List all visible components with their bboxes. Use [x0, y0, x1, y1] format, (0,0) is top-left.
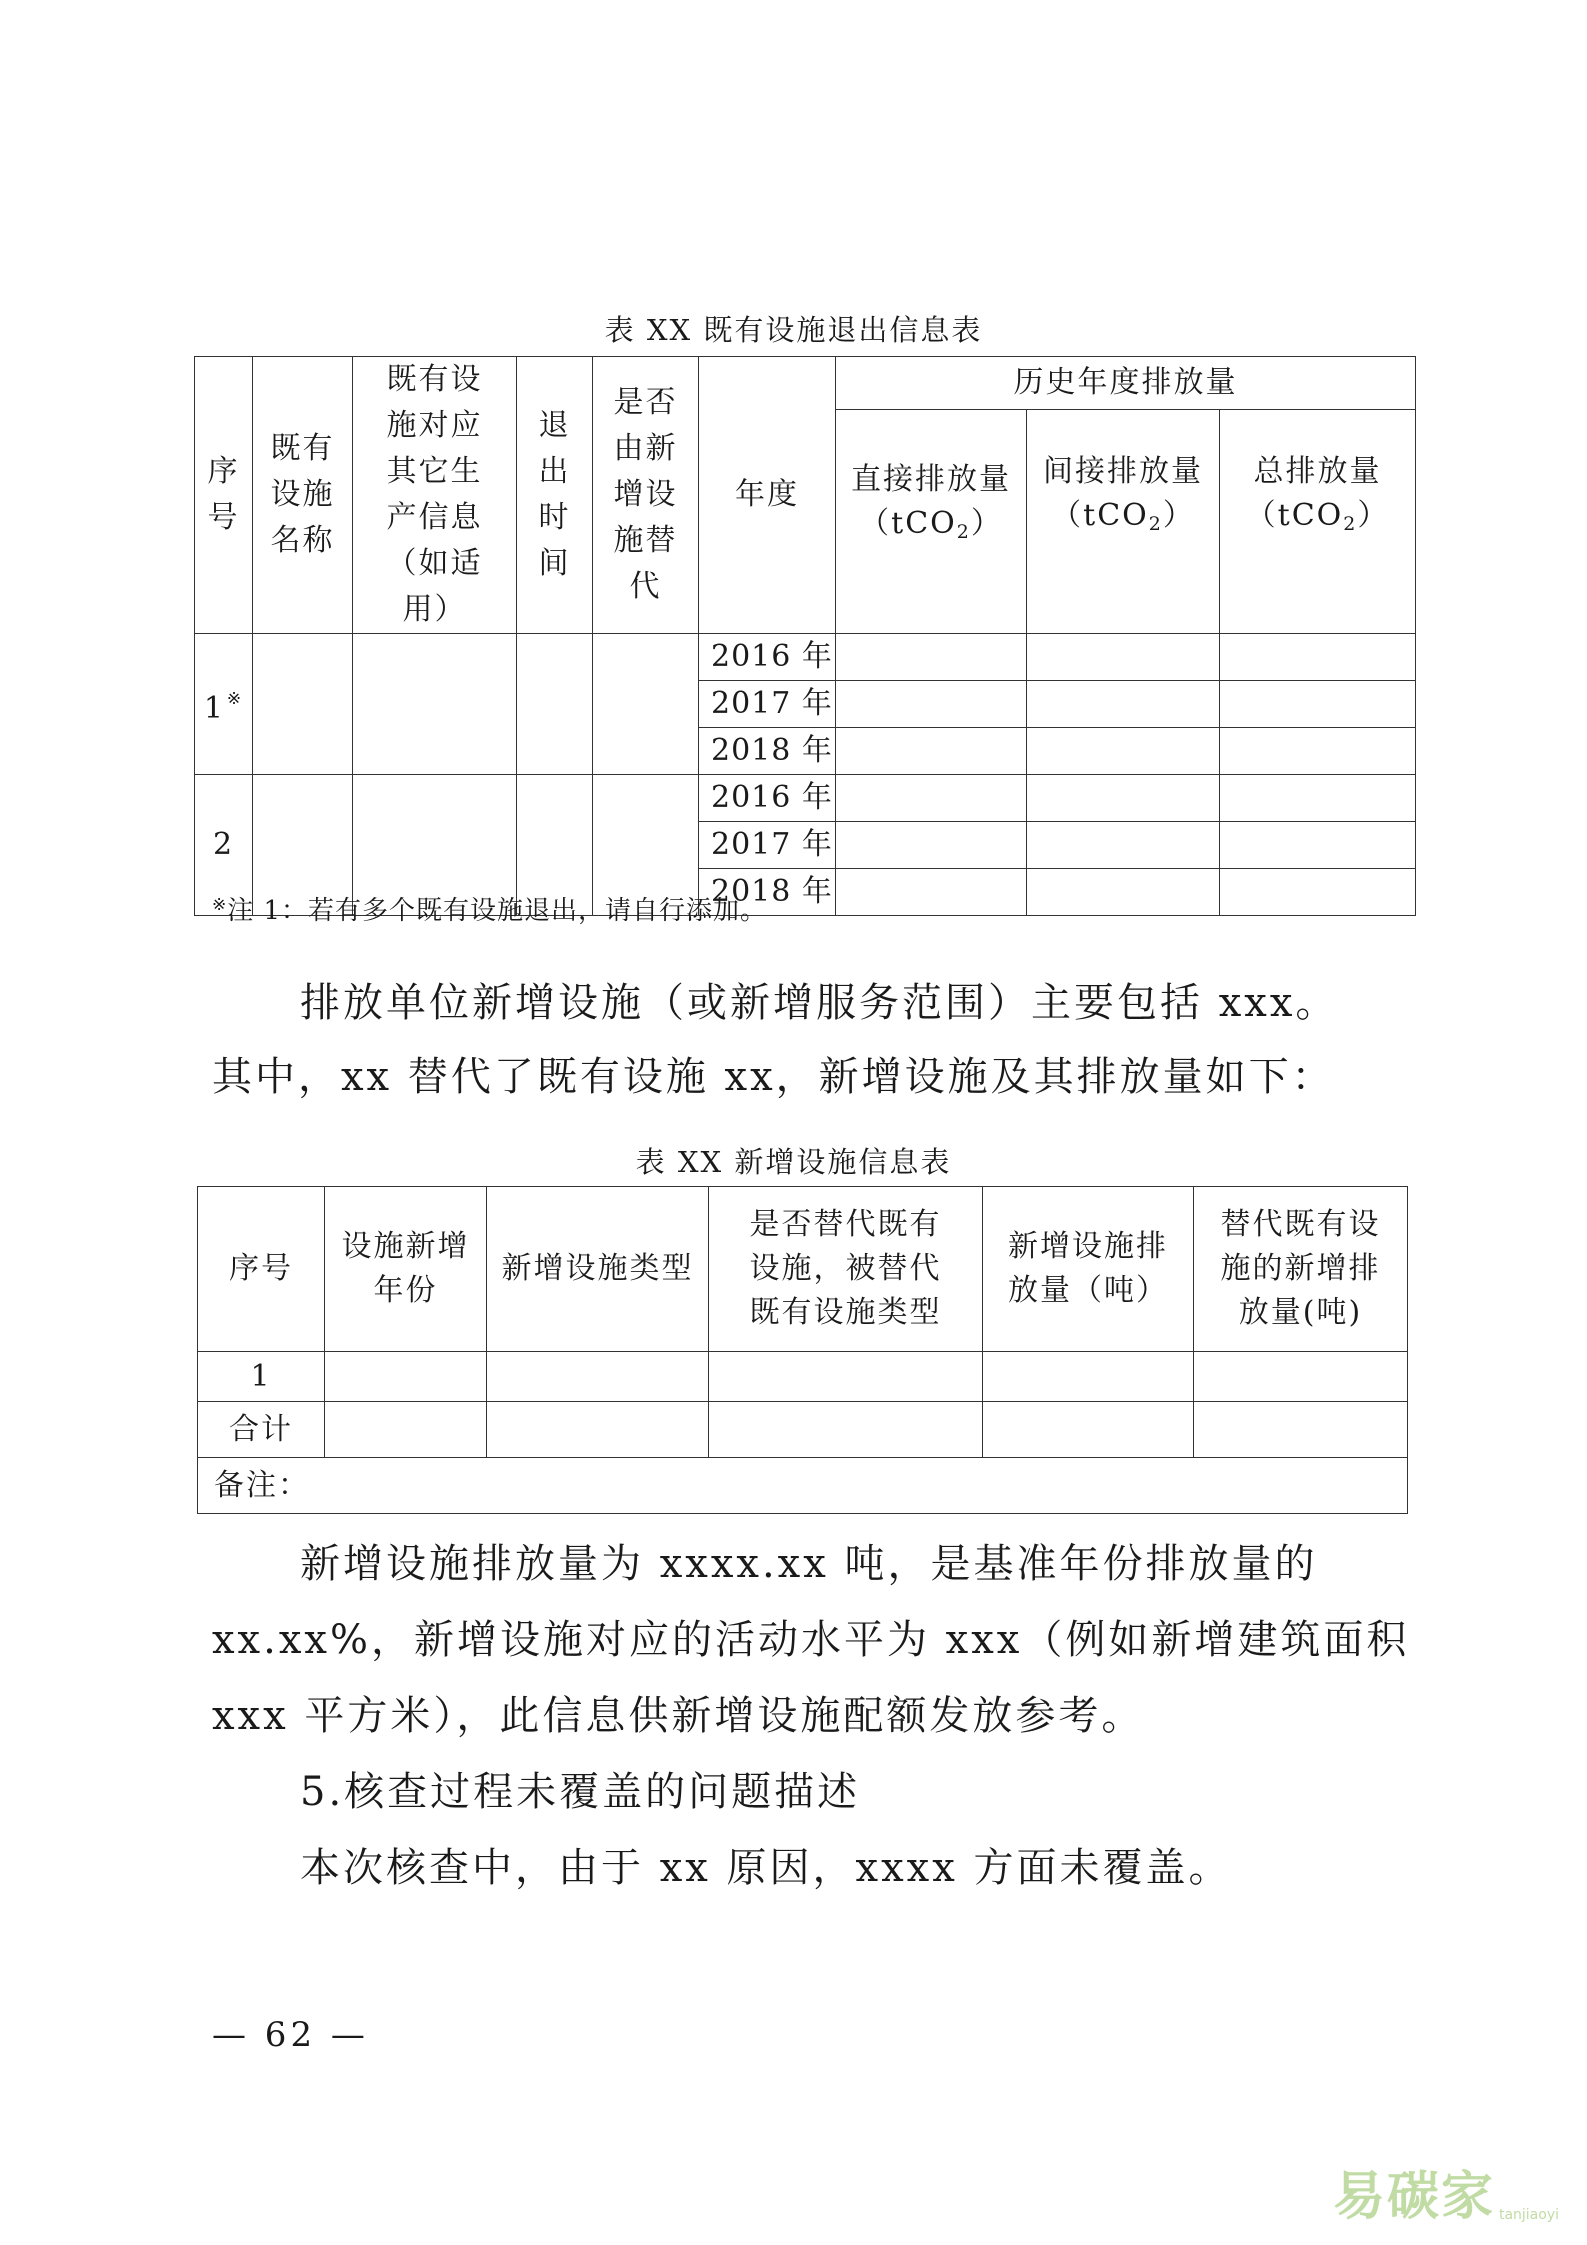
watermark-logo [1333, 2154, 1559, 2229]
header-type: 新增设施类型 [487, 1187, 709, 1352]
header-name: 既有设施名称 [253, 357, 353, 634]
paragraph-new-facilities: 排放单位新增设施（或新增服务范围）主要包括 xxx。其中，xx 替代了既有设施 xx，新增设施及其排放量如下： [212, 980, 1339, 1100]
header-seq: 序号 [198, 1187, 325, 1352]
page-number: — 62 — [212, 2015, 369, 2055]
year-cell: 2017 年 [699, 822, 836, 869]
existing-facility-exit-table [194, 356, 1416, 916]
new-facility-info-table [197, 1186, 1408, 1514]
year-cell: 2016 年 [699, 634, 836, 681]
header-year-added: 设施新增年份 [325, 1187, 487, 1352]
header-other-info: 既有设施对应其它生产信息（如适用） [353, 357, 517, 634]
year-cell: 2017 年 [699, 681, 836, 728]
header-direct-emission: 直接排放量 （tCO$_2$） [836, 409, 1027, 633]
header-replaced: 是否由新增设施替代 [593, 357, 699, 634]
section-heading: 5.核查过程未覆盖的问题描述 [300, 1769, 861, 1815]
header-total-emission: 总排放量 （tCO$_2$） [1220, 409, 1416, 633]
header-seq: 序号 [195, 357, 253, 634]
table-row-seq: 1 [198, 1352, 325, 1402]
watermark-text: 易碳家 [1332, 2167, 1495, 2227]
header-emission: 新增设施排放量（吨） [983, 1187, 1194, 1352]
note-label: 备注： [198, 1458, 1408, 1514]
header-history-emission: 历史年度排放量 [836, 357, 1416, 410]
header-replace-emission: 替代既有设施的新增排放量(吨) [1194, 1187, 1408, 1352]
year-cell: 2018 年 [699, 869, 836, 916]
table-row-seq: 2 [195, 775, 253, 916]
paragraph-emission-line2: xx.xx%，新增设施对应的活动水平为 xxx（例如新增建筑面积 [212, 1617, 1410, 1663]
year-cell: 2016 年 [699, 775, 836, 822]
watermark-subtext: tanjiaoyi [1498, 2207, 1559, 2223]
year-cell: 2018 年 [699, 728, 836, 775]
header-replace: 是否替代既有设施，被替代既有设施类型 [709, 1187, 983, 1352]
table1-footnote: ※注 1：若有多个既有设施退出，请自行添加。 [212, 895, 768, 926]
table1-caption: 表 XX 既有设施退出信息表 [604, 313, 983, 347]
paragraph-not-covered: 本次核查中，由于 xx 原因，xxxx 方面未覆盖。 [300, 1845, 1232, 1891]
header-indirect-emission: 间接排放量 （tCO$_2$） [1027, 409, 1220, 633]
header-exit-time: 退出时间 [517, 357, 593, 634]
paragraph-emission-line1: 新增设施排放量为 xxxx.xx 吨，是基准年份排放量的 [300, 1541, 1318, 1587]
total-label: 合计 [198, 1402, 325, 1458]
table-row-seq: 1 ※ [195, 634, 253, 775]
table2-caption: 表 XX 新增设施信息表 [635, 1145, 952, 1179]
paragraph-emission-line3: xxx 平方米），此信息供新增设施配额发放参考。 [212, 1693, 1145, 1739]
header-year: 年度 [699, 357, 836, 634]
